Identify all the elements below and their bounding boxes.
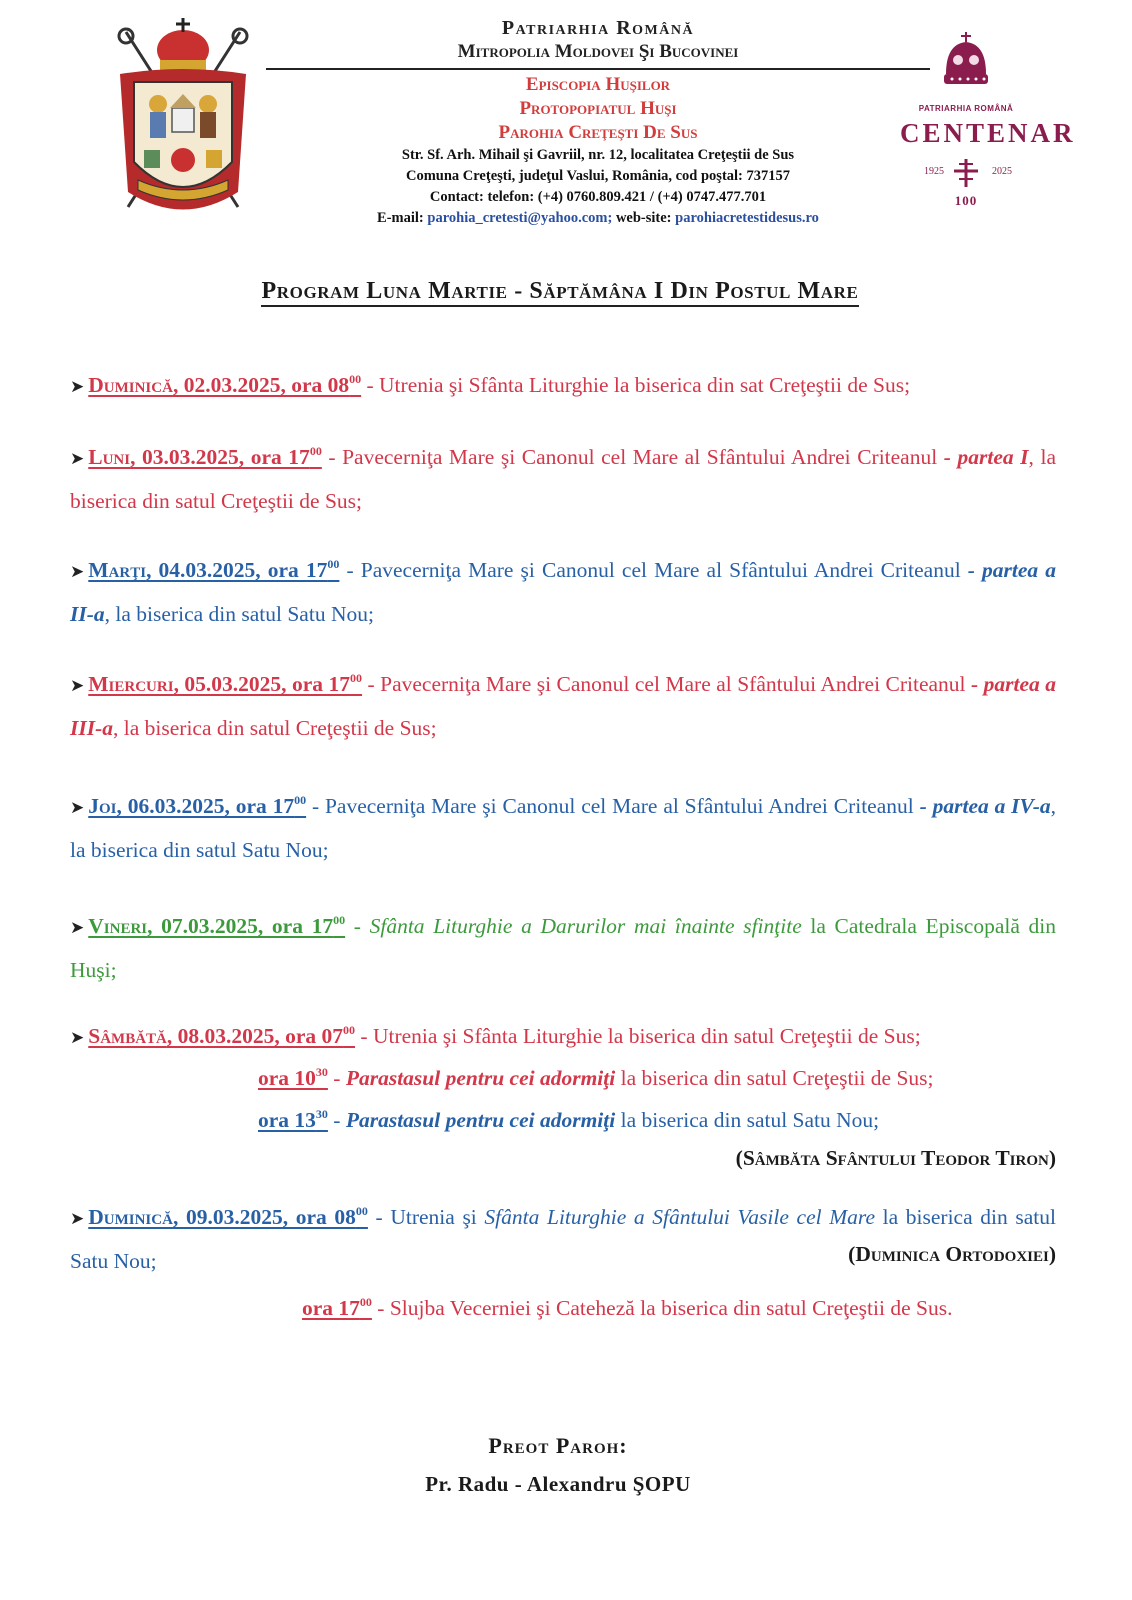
entry-date: Marţi, 04.03.2025, ora $17^{00}$ [88,557,340,582]
entry-text-2: , la biserica din satul Creţeştii de Sus; [70,445,1056,513]
entry-8-sub [302,1281,952,1329]
entry-text: - Pavecerniţa Mare şi Canonul cel Mare al Sfântului Andrei Criteanul [306,794,920,818]
schedule-entry-8 [70,1190,1056,1282]
centenar-title: CENTENAR [900,118,1076,148]
sub-dash: - [327,1108,346,1132]
address-line-2: Comuna Creţeşti, judeţul Vaslui, România, cod poştal: 737157 [405,168,791,184]
schedule-entry-4 [70,657,1056,749]
email-link[interactable]: parohia_cretesti@yahoo.com; [427,210,613,226]
bullet-arrow-icon: ➤ [70,1028,85,1047]
bullet-arrow-icon: ➤ [70,562,85,581]
parohia-heading: Parohia Creţeşti De Sus [498,122,698,143]
entry-date: Sâmbătă, 08.03.2025, ora $07^{00}$ [88,1023,356,1048]
entry-date: Miercuri, 05.03.2025, ora $17^{00}$ [88,671,363,696]
cross-icon [951,158,981,188]
website-link[interactable]: parohiacretestidesus.ro [675,210,819,226]
entry-emphasis: - partea I [943,445,1029,469]
protopopiatul-heading: Protopopiatul Huşi [519,98,677,119]
entry-emphasis: Sfânta Liturghie a Darurilor mai înainte sfinţite [369,914,802,938]
bullet-arrow-icon: ➤ [70,676,85,695]
bullet-arrow-icon: ➤ [70,918,85,937]
centenar-year-start: 1925 [924,166,944,177]
schedule-entry-3 [70,543,1056,635]
address-line-1: Str. Sf. Arh. Mihail şi Gavriil, nr. 12, localitatea Creţeştii de Sus [401,147,795,163]
bullet-arrow-icon: ➤ [70,377,85,396]
entry-text: - Utrenia şi Sfânta Liturghie la biserica din satul Creţeştii de Sus; [355,1024,921,1048]
entry-text: - Pavecerniţa Mare şi Canonul cel Mare al Sfântului Andrei Criteanul [321,445,944,469]
entry-text-2: , la biserica din satul Creţeştii de Sus; [113,716,437,740]
entry-7-note: (Sâmbăta Sfântului Teodor Tiron) [735,1146,1056,1170]
entry-date: Duminică, 02.03.2025, ora $08^{00}$ [88,372,362,397]
schedule-entry-2 [70,430,1056,522]
centenar-patriarhia: PATRIARHIA ROMÂNĂ [918,104,1014,113]
schedule-entry-6 [70,899,1056,991]
entry-emphasis: - partea a II-a [70,558,1057,626]
entry-dash: - [345,914,370,938]
schedule-entry-5 [70,779,1056,871]
sub-time: ora $17^{00}$ [302,1295,372,1320]
letterhead [258,16,938,229]
entry-text: - Pavecerniţa Mare şi Canonul cel Mare al Sfântului Andrei Criteanul [339,558,968,582]
bullet-arrow-icon: ➤ [70,449,85,468]
entry-date: Luni, 03.03.2025, ora $17^{00}$ [88,444,322,469]
sub-emphasis: Parastasul pentru cei adormiţi [345,1066,616,1090]
email-web-line [258,208,938,229]
contact-line: Contact: telefon: (+4) 0760.809.421 / (+4) 0747.477.701 [429,189,767,205]
entry-8-note: (Duminica Ortodoxiei) [848,1242,1056,1266]
bullet-arrow-icon: ➤ [70,1209,85,1228]
patriarhia-heading: Patriarhia Română [501,17,695,39]
page-title [0,278,1120,305]
signature-role: Preot Paroh: [488,1433,628,1458]
entry-text-2: la Catedrala Episcopală din Huşi; [70,914,1057,982]
entry-emphasis: Sfânta Liturghie a Sfântului Vasile cel Mare [484,1205,875,1229]
entry-7-sub-2 [258,1093,879,1141]
episcopal-crest-icon [108,12,258,224]
page-title-text: Program Luna Martie - Săptămâna I Din Postul Mare [261,278,858,307]
schedule-entry-1 [70,358,1056,408]
entry-text-2: , la biserica din satul Satu Nou; [70,794,1056,862]
signature-name: Pr. Radu - Alexandru ŞOPU [425,1472,691,1496]
centenar-number: 100 [954,193,978,208]
sub-time: ora $10^{30}$ [258,1065,328,1090]
entry-emphasis: - partea a IV-a [919,794,1051,818]
sub-dash: - [327,1066,346,1090]
centenar-year-end: 2025 [992,166,1012,177]
email-label: E-mail: [377,210,424,226]
centenar-logo [900,30,1090,220]
entry-text-2: , la biserica din satul Satu Nou; [104,602,374,626]
entry-7-sub-1 [258,1051,934,1099]
entry-emphasis: - partea a III-a [70,672,1056,740]
sub-text: - Slujba Vecerniei şi Cateheză la biserica din satul Creţeştii de Sus. [371,1296,953,1320]
mitropolia-heading: Mitropolia Moldovei Şi Bucovinei [266,40,930,70]
entry-date: Duminică, 09.03.2025, ora $08^{00}$ [88,1204,368,1229]
sub-time: ora $13^{30}$ [258,1107,328,1132]
entry-text: - Pavecerniţa Mare şi Canonul cel Mare al Sfântului Andrei Criteanul [362,672,971,696]
bullet-arrow-icon: ➤ [70,798,85,817]
crown-icon [900,30,1090,104]
episcopia-heading: Episcopia Huşilor [525,74,671,95]
sub-emphasis: Parastasul pentru cei adormiţi [345,1108,616,1132]
entry-text-2: la biserica din satul Satu Nou; [70,1205,1056,1273]
entry-dash: - Utrenia şi [367,1205,485,1229]
website-label: web-site: [615,210,672,226]
entry-date: Joi, 06.03.2025, ora $17^{00}$ [88,793,307,818]
entry-text: - Utrenia şi Sfânta Liturghie la biserica din sat Creţeştii de Sus; [361,373,911,397]
entry-date: Vineri, 07.03.2025, ora $17^{00}$ [88,913,346,938]
sub-text: la biserica din satul Satu Nou; [615,1108,880,1132]
sub-text: la biserica din satul Creţeştii de Sus; [615,1066,934,1090]
